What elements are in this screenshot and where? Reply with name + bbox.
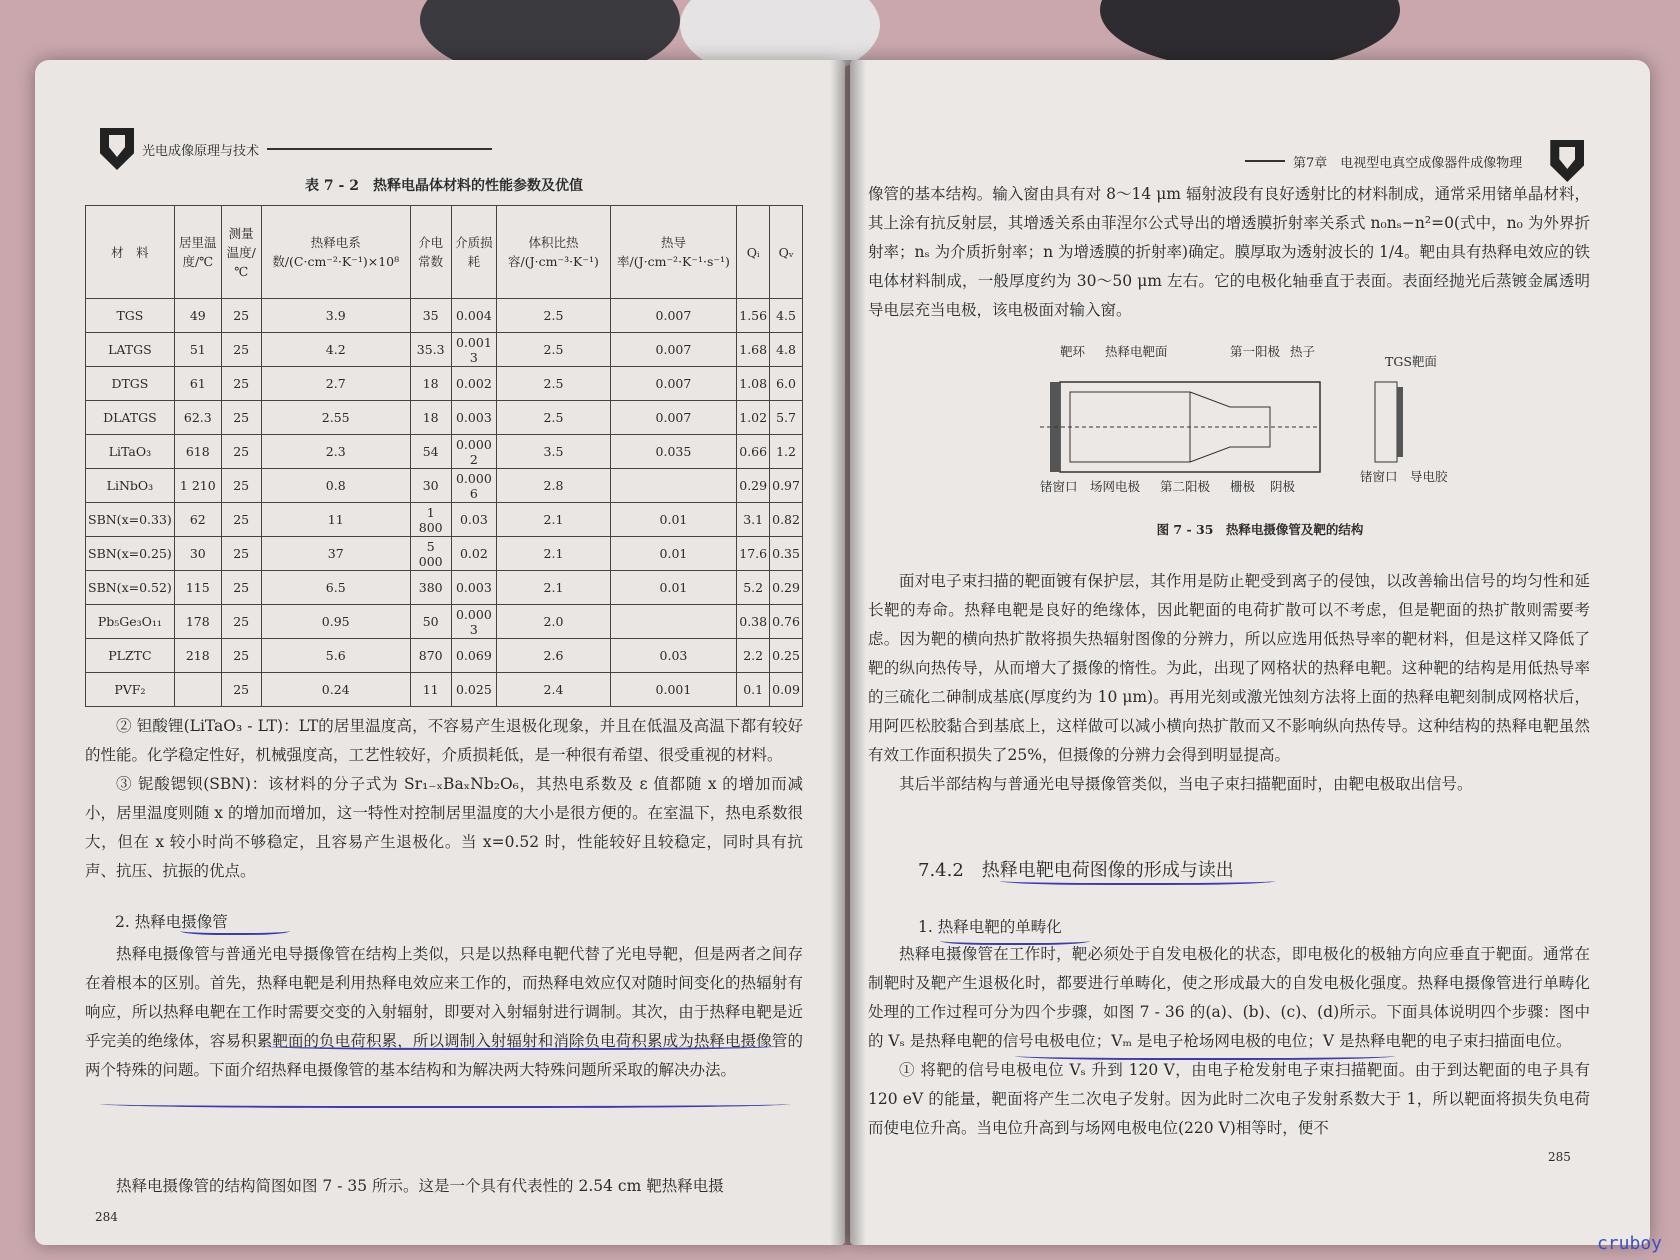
table-cell: 0.001 3 bbox=[451, 333, 497, 367]
table-header-cell: 居里温度/℃ bbox=[174, 206, 221, 299]
table-header-cell: Qᵥ bbox=[770, 206, 803, 299]
table-cell: SBN(x=0.52) bbox=[86, 571, 175, 605]
table-caption: 表 7 - 2 热释电晶体材料的性能参数及优值 bbox=[305, 178, 583, 194]
table-cell: 0.29 bbox=[737, 469, 770, 503]
table-row bbox=[86, 299, 803, 333]
table-cell: 4.2 bbox=[261, 333, 410, 367]
table-cell bbox=[610, 605, 737, 639]
table-row bbox=[86, 537, 803, 571]
figure-label: 阴极 bbox=[1270, 479, 1296, 494]
table-header-cell: 材 料 bbox=[86, 206, 175, 299]
paragraph-sbn: ③ 铌酸锶钡(SBN)：该材料的分子式为 Sr₁₋ₓBaₓNb₂O₆，其热电系数及 ε 值都随 x 的增加而减小，居里温度则随 x 的增加而增加，这一特性对控制居里温度的大小是很方便的。在室温下，热电系数很大，但在 x 较小时尚不够稳定，且容易产生退极化。当 x=0.52 时，性能较好且较稳定，同时具有抗声、抗压、抗振的优点。 bbox=[85, 775, 803, 880]
left-paragraphs-3 bbox=[85, 1172, 803, 1201]
table-cell: 0.01 bbox=[610, 503, 737, 537]
table-cell: 4.5 bbox=[770, 299, 803, 333]
figure-label: 栅极 bbox=[1230, 479, 1256, 494]
table-header-cell: 体积比热容/(J·cm⁻³·K⁻¹) bbox=[497, 206, 610, 299]
table-cell: 0.025 bbox=[451, 673, 497, 707]
table-cell: 0.24 bbox=[261, 673, 410, 707]
subheading-single-domain: 1. 热释电靶的单畴化 bbox=[918, 918, 1062, 936]
table-cell: 11 bbox=[410, 673, 451, 707]
table-row bbox=[86, 333, 803, 367]
section-heading-7-4-2: 7.4.2 热释电靶电荷图像的形成与读出 bbox=[918, 860, 1234, 881]
table-cell: 0.01 bbox=[610, 571, 737, 605]
table-cell: LiTaO₃ bbox=[86, 435, 175, 469]
table-cell: 2.8 bbox=[497, 469, 610, 503]
pen-underline bbox=[940, 935, 1090, 945]
table-cell: 0.007 bbox=[610, 299, 737, 333]
table-cell: 0.003 bbox=[451, 571, 497, 605]
pen-underline bbox=[1000, 875, 1275, 885]
table-cell: DLATGS bbox=[86, 401, 175, 435]
table-cell: 5 000 bbox=[410, 537, 451, 571]
table-cell: 3.9 bbox=[261, 299, 410, 333]
table-cell: 25 bbox=[221, 503, 261, 537]
header-rule bbox=[267, 148, 492, 150]
paragraph-step-1: ① 将靶的信号电极电位 Vₛ 升到 120 V，由电子枪发射电子束扫描靶面。由于到达靶面的电子具有 120 eV 的能量，靶面将产生二次电子发射。因为此时二次电子发射系数大于 1，所以靶面将损失负电荷而使电位升高。当电位升高到与场网电极电位(220 V)相等时，便不 bbox=[868, 1061, 1590, 1137]
table-cell: 1 210 bbox=[174, 469, 221, 503]
pyroelectric-table bbox=[85, 205, 803, 707]
book-gutter bbox=[830, 60, 866, 1245]
shield-logo-icon bbox=[100, 128, 134, 170]
table-cell: 2.6 bbox=[497, 639, 610, 673]
table-cell: 0.82 bbox=[770, 503, 803, 537]
figure-label: 导电胶 bbox=[1410, 469, 1448, 484]
figure-label: 热子 bbox=[1290, 344, 1316, 359]
table-cell: 0.000 2 bbox=[451, 435, 497, 469]
paragraph-single-domain: 热释电摄像管在工作时，靶必须处于自发电极化的状态，即电极化的极轴方向应垂直于靶面。通常在制靶时及靶产生退极化时，都要进行单畴化，使之形成最大的自发电极化强度。热释电摄像管进行单畴化处理的工作过程可分为四个步骤，如图 7 - 36 的(a)、(b)、(c)、(d)所示。下面具体说明四个步骤：图中的 Vₛ 是热释电靶的信号电极电位；Vₘ 是电子枪场网电极的电位；V 是热释电靶的电子束扫描面电位。 bbox=[868, 945, 1590, 1050]
pen-underline bbox=[260, 1040, 780, 1050]
table-cell: 115 bbox=[174, 571, 221, 605]
table-cell: 0.02 bbox=[451, 537, 497, 571]
table-cell: TGS bbox=[86, 299, 175, 333]
table-header-cell: 热导率/(J·cm⁻²·K⁻¹·s⁻¹) bbox=[610, 206, 737, 299]
pen-underline bbox=[1015, 1050, 1395, 1060]
table-cell: Pb₅Ge₃O₁₁ bbox=[86, 605, 175, 639]
table-cell: 1.08 bbox=[737, 367, 770, 401]
table-cell: 25 bbox=[221, 333, 261, 367]
paragraph-structure-intro: 热释电摄像管与普通光电导摄像管在结构上类似，只是以热释电靶代替了光电导靶，但是两者之间存在着根本的区别。首先，热释电靶是利用热释电效应来工作的，而热释电效应仅对随时间变化的热辐射有响应，所以热释电靶在工作时需要交变的入射辐射，即要对入射辐射进行调制。其次，由于热释电靶是近乎完美的绝缘体，容易积累靶面的负电荷积累，所以调制入射辐射和消除负电荷积累成为热释电摄像管的两个特殊的问题。下面介绍热释电摄像管的基本结构和为解决两大特殊问题所采取的解决办法。 bbox=[85, 945, 803, 1079]
table-cell: 0.76 bbox=[770, 605, 803, 639]
table-cell: 25 bbox=[221, 537, 261, 571]
table-cell: DTGS bbox=[86, 367, 175, 401]
right-header-title: 第7章 电视型电真空成像器件成像物理 bbox=[1293, 155, 1523, 171]
table-cell: 30 bbox=[410, 469, 451, 503]
table-cell: 25 bbox=[221, 605, 261, 639]
figure-label: TGS靶面 bbox=[1385, 354, 1437, 369]
left-header bbox=[100, 128, 492, 170]
table-cell: 62 bbox=[174, 503, 221, 537]
table-cell: 2.55 bbox=[261, 401, 410, 435]
table-cell: PLZTC bbox=[86, 639, 175, 673]
shield-logo-icon bbox=[1550, 140, 1584, 182]
table-cell: 5.2 bbox=[737, 571, 770, 605]
table-cell: LiNbO₃ bbox=[86, 469, 175, 503]
left-paragraphs bbox=[85, 712, 803, 886]
table-cell: 35.3 bbox=[410, 333, 451, 367]
table-cell: 2.5 bbox=[497, 333, 610, 367]
table-header-cell: Qᵢ bbox=[737, 206, 770, 299]
paragraph-lt: ② 钽酸锂(LiTaO₃ - LT)：LT的居里温度高，不容易产生退极化现象，并且在低温及高温下都有较好的性能。化学稳定性好，机械强度高，工艺性较好，介质损耗低，是一种很有希望、很受重视的材料。 bbox=[85, 717, 803, 764]
table-row bbox=[86, 435, 803, 469]
table-cell: 1.2 bbox=[770, 435, 803, 469]
table-cell: 6.0 bbox=[770, 367, 803, 401]
table-cell: 61 bbox=[174, 367, 221, 401]
table-cell: 49 bbox=[174, 299, 221, 333]
table-cell: 62.3 bbox=[174, 401, 221, 435]
table-cell: 0.007 bbox=[610, 333, 737, 367]
figure-label: 靶环 bbox=[1060, 344, 1086, 359]
table-cell: 25 bbox=[221, 639, 261, 673]
table-cell: 0.1 bbox=[737, 673, 770, 707]
table-cell: 1.68 bbox=[737, 333, 770, 367]
right-paragraphs-3 bbox=[868, 940, 1590, 1143]
paragraph-protective-layer: 面对电子束扫描的靶面镀有保护层，其作用是防止靶受到离子的侵蚀，以改善输出信号的均匀性和延长靶的寿命。热释电靶是良好的绝缘体，因此靶面的电荷扩散可以不考虑，但是靶面的热扩散则需要考虑。因为靶的横向热扩散将损失热辐射图像的分辨力，所以应选用低热导率的靶材料，但是这样又降低了靶的纵向热传导，从而增大了摄像的惰性。为此，出现了网格状的热释电靶。这种靶的结构是用低热导率的三硫化二砷制成基底(厚度约为 10 μm)。再用光刻或激光蚀刻方法将上面的热释电靶刻制成网格状后，用阿匹松胶黏合到基底上，这样做可以减小横向热扩散而又不影响纵向热传导。这种结构的热释电靶虽然有效工作面积损失了25%，但摄像的分辨力会得到明显提高。 bbox=[868, 572, 1590, 764]
page-number-right: 285 bbox=[1548, 1150, 1571, 1164]
table-cell: 25 bbox=[221, 571, 261, 605]
table-cell: 2.1 bbox=[497, 503, 610, 537]
watermark: cruboy bbox=[1596, 1233, 1662, 1254]
table-cell: 6.5 bbox=[261, 571, 410, 605]
table-cell: 25 bbox=[221, 673, 261, 707]
table-cell: 0.007 bbox=[610, 367, 737, 401]
table-row bbox=[86, 401, 803, 435]
table-cell: 0.97 bbox=[770, 469, 803, 503]
pen-underline bbox=[100, 1098, 790, 1108]
table-header-cell: 介电常数 bbox=[410, 206, 451, 299]
table-cell: 218 bbox=[174, 639, 221, 673]
table-cell: 0.66 bbox=[737, 435, 770, 469]
figure-label: 锗窗口 bbox=[1360, 469, 1398, 484]
table-cell: 0.25 bbox=[770, 639, 803, 673]
table-cell: 3.1 bbox=[737, 503, 770, 537]
table-cell: 30 bbox=[174, 537, 221, 571]
table-cell: 0.95 bbox=[261, 605, 410, 639]
table-cell: 50 bbox=[410, 605, 451, 639]
table-cell: 0.01 bbox=[610, 537, 737, 571]
right-header bbox=[1245, 140, 1584, 182]
subheading-pyro-camera: 2. 热释电摄像管 bbox=[115, 913, 228, 931]
table-cell: 0.35 bbox=[770, 537, 803, 571]
paragraph-rear-structure: 其后半部结构与普通光电导摄像管类似，当电子束扫描靶面时，由靶电极取出信号。 bbox=[899, 775, 1473, 793]
table-header-cell: 介质损耗 bbox=[451, 206, 497, 299]
table-cell: 0.003 bbox=[451, 401, 497, 435]
table-cell: 25 bbox=[221, 469, 261, 503]
table-cell: 0.002 bbox=[451, 367, 497, 401]
table-cell: SBN(x=0.25) bbox=[86, 537, 175, 571]
paragraph-figure-ref: 热释电摄像管的结构简图如图 7 - 35 所示。这是一个具有代表性的 2.54 cm 靶热释电摄 bbox=[116, 1177, 724, 1195]
table-cell: 5.7 bbox=[770, 401, 803, 435]
table-cell: 0.38 bbox=[737, 605, 770, 639]
table-cell: 0.035 bbox=[610, 435, 737, 469]
pen-underline bbox=[180, 925, 290, 935]
table-cell: 0.000 6 bbox=[451, 469, 497, 503]
table-cell: 178 bbox=[174, 605, 221, 639]
table-header-cell: 热释电系数/(C·cm⁻²·K⁻¹)×10⁸ bbox=[261, 206, 410, 299]
table-cell: 54 bbox=[410, 435, 451, 469]
table-cell: 37 bbox=[261, 537, 410, 571]
table-cell: 2.4 bbox=[497, 673, 610, 707]
table-cell: LATGS bbox=[86, 333, 175, 367]
table-cell: 0.004 bbox=[451, 299, 497, 333]
table-cell: 2.5 bbox=[497, 299, 610, 333]
table-cell: 0.8 bbox=[261, 469, 410, 503]
table-cell: 11 bbox=[261, 503, 410, 537]
table-cell: 0.09 bbox=[770, 673, 803, 707]
right-paragraphs-2 bbox=[868, 567, 1590, 799]
table-cell: 618 bbox=[174, 435, 221, 469]
table-cell: 380 bbox=[410, 571, 451, 605]
table-cell: 4.8 bbox=[770, 333, 803, 367]
figure-label: 热释电靶面 bbox=[1105, 344, 1168, 359]
table-cell: 25 bbox=[221, 401, 261, 435]
table-cell: 5.6 bbox=[261, 639, 410, 673]
figure-label: 锗窗口 bbox=[1040, 479, 1078, 494]
paragraph-input-window: 像管的基本结构。输入窗由具有对 8～14 μm 辐射波段有良好透射比的材料制成，通常采用锗单晶材料，其上涂有抗反射层，其增透关系由菲涅尔公式导出的增透膜折射率关系式 n₀nₛ−n²=0(式中，n₀ 为外界折射率；nₛ 为介质折射率；n 为增透膜的折射率)确定。膜厚取为透射波长的 1/4。靶由具有热释电效应的铁电体材料制成，一般厚度约为 30～50 μm 左右。它的电极化轴垂直于表面。表面经抛光后蒸镀金属透明导电层充当电极，该电极面对输入窗。 bbox=[868, 185, 1590, 319]
table-header-cell: 测量温度/℃ bbox=[221, 206, 261, 299]
table-cell: 1.02 bbox=[737, 401, 770, 435]
table-cell: 0.000 3 bbox=[451, 605, 497, 639]
table-cell: 0.007 bbox=[610, 401, 737, 435]
table-cell: 1.56 bbox=[737, 299, 770, 333]
table-cell: 2.5 bbox=[497, 401, 610, 435]
table-cell: 51 bbox=[174, 333, 221, 367]
table-cell: 0.069 bbox=[451, 639, 497, 673]
table-cell: 1 800 bbox=[410, 503, 451, 537]
table-cell bbox=[174, 673, 221, 707]
table-row bbox=[86, 469, 803, 503]
table-cell: 25 bbox=[221, 299, 261, 333]
table-cell: 2.0 bbox=[497, 605, 610, 639]
table-cell: 35 bbox=[410, 299, 451, 333]
table-row bbox=[86, 367, 803, 401]
table-cell: 18 bbox=[410, 401, 451, 435]
table-cell: 0.03 bbox=[451, 503, 497, 537]
figure-7-35 bbox=[1040, 342, 1480, 522]
table-cell: 2.7 bbox=[261, 367, 410, 401]
table-row bbox=[86, 673, 803, 707]
page-number-left: 284 bbox=[95, 1210, 118, 1224]
table-cell bbox=[610, 469, 737, 503]
table-cell: 25 bbox=[221, 367, 261, 401]
left-header-title: 光电成像原理与技术 bbox=[142, 143, 260, 159]
table-row bbox=[86, 639, 803, 673]
table-cell: 2.2 bbox=[737, 639, 770, 673]
table-cell: 2.3 bbox=[261, 435, 410, 469]
figure-label: 场网电极 bbox=[1090, 479, 1141, 494]
table-cell: 2.1 bbox=[497, 537, 610, 571]
table-cell: 0.29 bbox=[770, 571, 803, 605]
table-cell: 3.5 bbox=[497, 435, 610, 469]
table-cell: 25 bbox=[221, 435, 261, 469]
header-rule bbox=[1245, 160, 1285, 162]
table-cell: 2.5 bbox=[497, 367, 610, 401]
table-cell: 870 bbox=[410, 639, 451, 673]
table-cell: SBN(x=0.33) bbox=[86, 503, 175, 537]
table-row bbox=[86, 571, 803, 605]
table-cell: 2.1 bbox=[497, 571, 610, 605]
table-row bbox=[86, 503, 803, 537]
table-cell: 0.03 bbox=[610, 639, 737, 673]
table-row bbox=[86, 605, 803, 639]
table-cell: 18 bbox=[410, 367, 451, 401]
table-cell: 0.001 bbox=[610, 673, 737, 707]
right-paragraphs bbox=[868, 180, 1590, 325]
figure-label: 第二阳极 bbox=[1160, 479, 1211, 494]
table-cell: PVF₂ bbox=[86, 673, 175, 707]
figure-caption: 图 7 - 35 热释电摄像管及靶的结构 bbox=[1156, 522, 1364, 537]
table-cell: 17.6 bbox=[737, 537, 770, 571]
figure-label: 第一阳极 bbox=[1230, 344, 1281, 359]
left-paragraphs-2 bbox=[85, 940, 803, 1085]
